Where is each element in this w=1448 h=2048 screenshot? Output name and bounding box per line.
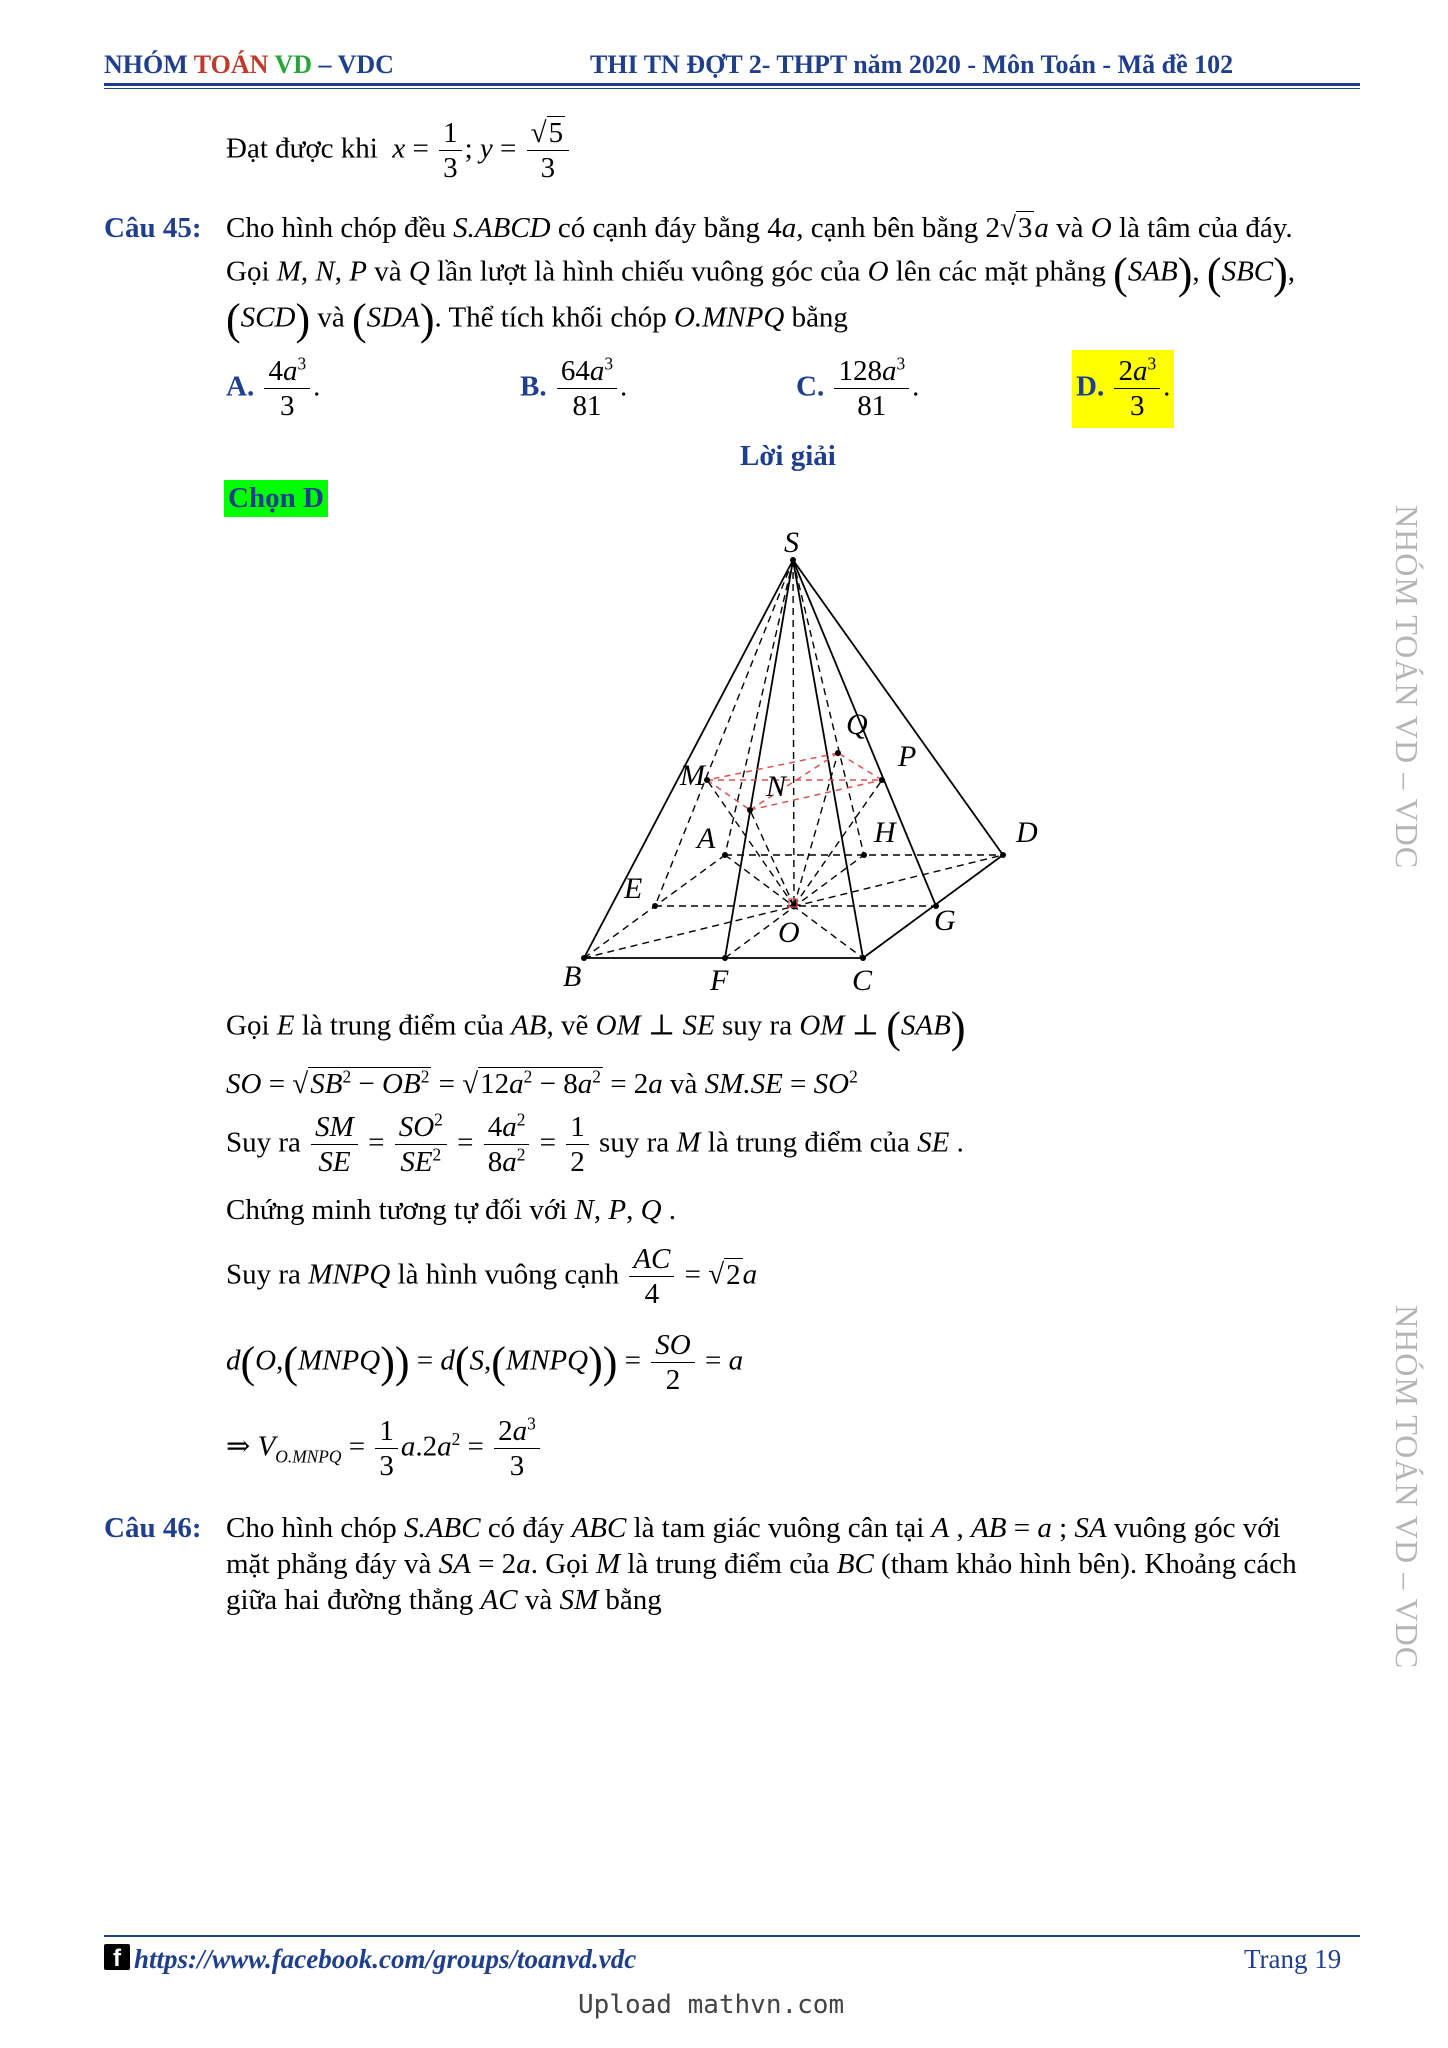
facebook-icon: f — [104, 1944, 130, 1970]
edge-OP — [794, 780, 882, 906]
q45-line2: Gọi M, N, P và Q lần lượt là hình chiếu vuông góc của O lên các mặt phẳng (SAB), (SBC), — [226, 249, 1296, 298]
header-exam-title: THI TN ĐỢT 2- THPT năm 2020 - Môn Toán - Mã đề 102 — [590, 50, 1234, 79]
q46-label: Câu 46: — [104, 1512, 202, 1544]
svg-text:D: D — [1016, 816, 1038, 849]
svg-text:B: B — [563, 960, 582, 993]
edge-OQ — [794, 753, 838, 906]
solution-line-2: SO = $√SB^2 - OB^2 = √12a^2 - 8a^2 = 2a$ và $SM.SE = SO^2$ — [226, 1066, 858, 1100]
footer-link[interactable]: https://www.facebook.com/groups/toanvd.vdc — [134, 1944, 637, 1974]
svg-text:A: A — [697, 822, 716, 855]
solution-line-6: d(O,(MNPQ)) = d(S,(MNPQ)) = $\frac{SO}{2}$ = a — [226, 1329, 744, 1397]
svg-text:S: S — [784, 526, 799, 559]
side-watermark-top: NHÓM TOÁN VD – VDC — [1389, 505, 1425, 870]
header-group-name: NHÓM TOÁN VD – VDC — [104, 50, 394, 79]
edge-SA — [725, 560, 793, 855]
svg-text:E: E — [624, 872, 643, 905]
solution-line-3: Suy ra $\frac{SM}{SE}$ = $\frac{SO^2}{SE^2}$ = $\frac{4a^2}{8a^2}$ = $\frac{1}{2}$ suy ra M là trung điểm của SE . — [226, 1109, 964, 1179]
q45-line1: Cho hình chóp đều S.ABCD có cạnh đáy bằng 4a, cạnh bên bằng 2√3a và O là tâm của đáy. — [226, 212, 1293, 244]
edge-ON — [750, 810, 794, 906]
upload-watermark: Upload mathvn.com — [578, 1990, 845, 2020]
q45-option-b[interactable]: B. $\frac{64a^3}{81}$ . — [520, 353, 628, 423]
q46-line3: giữa hai đường thẳng AC và SM bằng — [226, 1584, 662, 1616]
edge-SD — [793, 560, 1003, 855]
q45-option-d[interactable]: D. $\frac{2a^3}{3}$ . — [1072, 350, 1174, 428]
vertex-labels — [563, 526, 1038, 997]
q46-line1: Cho hình chóp S.ABC có đáy ABC là tam giác vuông cân tại A , AB = a ; SA vuông góc với — [226, 1512, 1281, 1544]
svg-text:C: C — [852, 964, 873, 997]
prev-result: Đạt được khi x = $\frac{1}{3}$ ; y = $\frac{√5}{3}$ — [226, 118, 572, 184]
solution-line-7: ⇒ $V_{O.MNPQ}$ = $\frac{1}{3}$ $a.2a^2$ = $\frac{2a^3}{3}$ — [226, 1416, 543, 1482]
svg-text:O: O — [778, 916, 800, 949]
svg-text:F: F — [710, 964, 729, 997]
svg-text:Q: Q — [846, 708, 868, 741]
dashed-edges — [584, 560, 1003, 958]
svg-text:H: H — [874, 816, 896, 849]
svg-text:M: M — [680, 759, 705, 792]
solution-line-4: Chứng minh tương tự đối với N, P, Q . — [226, 1194, 677, 1226]
choice-badge: Chọn D — [224, 480, 328, 517]
pyramid-diagram — [0, 0, 1448, 1000]
svg-text:P: P — [898, 740, 917, 773]
q46-line2: mặt phẳng đáy và SA = 2a. Gọi M là trung điểm của BC (tham khảo hình bên). Khoảng cách — [226, 1548, 1297, 1580]
side-watermark-bottom: NHÓM TOÁN VD – VDC — [1389, 1305, 1425, 1670]
footer-rule — [104, 1935, 1360, 1937]
q45-line3: (SCD) và (SDA). Thể tích khối chóp O.MNPQ bằng — [226, 295, 848, 344]
square-mnpq — [707, 753, 882, 810]
edge-SO — [793, 560, 794, 906]
q45-option-a[interactable]: A. $\frac{4a^3}{3}$ . — [226, 353, 321, 423]
svg-text:G: G — [934, 904, 956, 937]
q45-label: Câu 45: — [104, 212, 202, 244]
solution-line-1: Gọi E là trung điểm của AB, vẽ OM ⊥ SE suy ra OM ⊥ (SAB) — [226, 1003, 966, 1052]
solution-line-5: Suy ra MNPQ là hình vuông cạnh $\frac{AC}{4}$ = √2a — [226, 1243, 758, 1311]
q45-option-c[interactable]: C. $\frac{128a^3}{81}$ . — [796, 353, 920, 423]
svg-text:N: N — [766, 770, 787, 803]
solution-title: Lời giải — [740, 440, 836, 472]
page-number: Trang 19 — [1244, 1944, 1342, 1974]
